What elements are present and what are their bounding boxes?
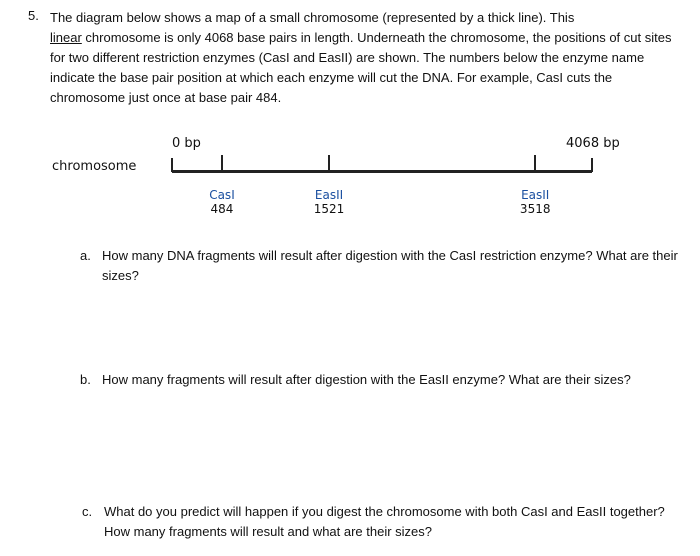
cut-site-easii-1521 (314, 188, 345, 216)
cut-position: 1521 (313, 202, 345, 216)
end-bp-label: 4068 bp (566, 136, 620, 151)
part-text: How many fragments will result after digestion with the EasII enzyme? What are their sizes? (102, 372, 631, 387)
question-number: 5. (28, 8, 39, 23)
part-letter: a. (80, 248, 91, 263)
start-bp-label: 0 bp (172, 136, 201, 151)
part-letter: b. (80, 372, 91, 387)
start-end-tick (171, 158, 173, 172)
intro-text-1: The diagram below shows a map of a small chromosome (represented by a thick line). This (50, 10, 575, 25)
cut-site-casi-484 (209, 188, 235, 216)
part-text: How many DNA fragments will result after digestion with the CasI restriction enzyme? What are their sizes? (102, 248, 678, 283)
chromosome-label: chromosome (52, 159, 137, 174)
chromosome-map (0, 128, 700, 228)
enzyme-name: CasI (209, 188, 235, 202)
cut-position: 484 (210, 202, 234, 216)
intro-underlined-word: linear (50, 30, 82, 45)
intro-text-2: chromosome is only 4068 base pairs in length. Underneath the chromosome, the positions of cut sites for two different restriction enzymes (CasI and EasII) are shown. The numbers below the enzyme name indicate the base pair position at which each enzyme will cut the DNA. For example, CasI cuts the chromosome just once at base pair 484. (50, 30, 672, 105)
cut-site-easii-3518 (520, 188, 551, 216)
part-letter: c. (82, 504, 93, 519)
question-intro (50, 8, 682, 108)
cut-position: 3518 (519, 202, 551, 216)
chromosome-line (172, 170, 592, 173)
enzyme-name: EasII (521, 188, 550, 202)
part-text: What do you predict will happen if you digest the chromosome with both CasI and EasII together? How many fragments will result and what are their sizes? (104, 504, 665, 539)
end-end-tick (591, 158, 593, 172)
enzyme-name: EasII (314, 188, 344, 202)
cut-site-tick-casi-484 (221, 155, 223, 171)
cut-site-tick-easii-3518 (534, 155, 536, 171)
cut-site-tick-easii-1521 (328, 155, 330, 171)
